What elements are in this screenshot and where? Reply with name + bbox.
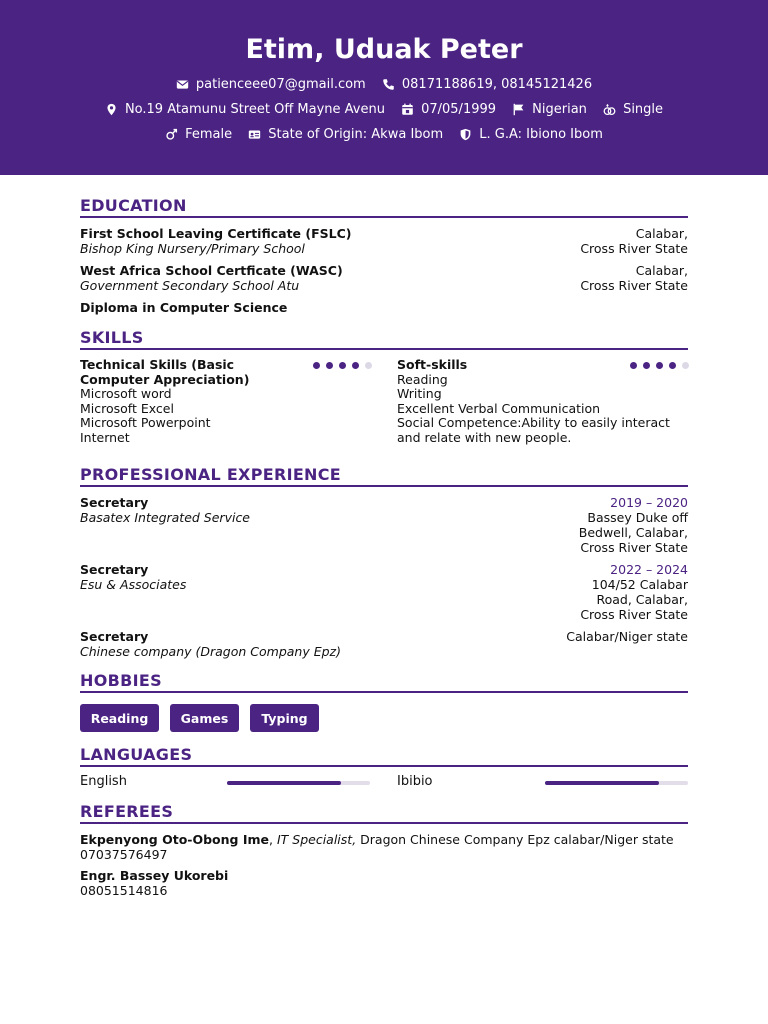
- job-meta: [580, 562, 688, 622]
- gender-item: [165, 127, 232, 142]
- skill-item: Excellent Verbal Communication: [397, 400, 601, 416]
- education-title: West Africa School Certficate (WASC): [80, 263, 343, 278]
- location-line: Bedwell, Calabar,: [578, 525, 688, 540]
- candidate-name: Etim, Uduak Peter: [245, 34, 523, 65]
- identity-row: [0, 127, 768, 145]
- location-line: Calabar,: [635, 263, 688, 278]
- education-school: Government Secondary School Atu: [80, 278, 300, 293]
- location-line: Cross River State: [580, 607, 688, 622]
- dob-text: 07/05/1999: [421, 102, 497, 117]
- location-line: Cross River State: [580, 278, 688, 293]
- referee-name: Engr. Bassey Ukorebi: [80, 868, 229, 883]
- nationality-text: Nigerian: [532, 102, 587, 117]
- flag-icon: [512, 103, 525, 116]
- referee-name: Ekpenyong Oto-Obong Ime: [80, 832, 270, 847]
- phone-icon: [382, 78, 395, 91]
- education-title: Diploma in Computer Science: [80, 300, 288, 315]
- skill-item: Social Competence:Ability to easily interact and relate with new people.: [397, 415, 670, 445]
- hobby-tag: Games: [170, 704, 239, 732]
- header-banner: [0, 0, 768, 175]
- referees-heading: REFEREES: [80, 802, 688, 824]
- referee-phone: 07037576497: [80, 847, 168, 862]
- job-title: Secretary: [80, 562, 149, 577]
- location-line: Bassey Duke off: [587, 510, 688, 525]
- job-meta: [579, 495, 688, 555]
- rating-dot: [643, 362, 650, 369]
- experience-heading: PROFESSIONAL EXPERIENCE: [80, 465, 688, 487]
- gender-text: Female: [185, 127, 233, 142]
- skill-rating: [630, 362, 689, 369]
- skill-item: Microsoft Excel: [80, 400, 174, 416]
- education-location: [580, 263, 688, 293]
- marital-item: [603, 102, 663, 117]
- calendar-icon: [401, 103, 414, 116]
- location-line: Calabar/Niger state: [566, 629, 688, 644]
- job-title: Secretary: [80, 629, 149, 644]
- details-row: [0, 102, 768, 120]
- experience-entry: [80, 562, 688, 622]
- skill-item: Microsoft word: [80, 386, 172, 401]
- company-name: Esu & Associates: [80, 577, 187, 592]
- skill-group-technical: [80, 358, 372, 445]
- hobbies-heading: HOBBIES: [80, 671, 688, 693]
- company-name: Chinese company (Dragon Company Epz): [80, 644, 341, 659]
- email-text: patienceee07@gmail.com: [195, 77, 366, 92]
- nationality-item: [512, 102, 587, 117]
- company-name: Basatex Integrated Service: [80, 510, 251, 525]
- language-level-fill: [227, 781, 341, 785]
- email-item[interactable]: [176, 77, 366, 92]
- rings-icon: [603, 103, 616, 116]
- location-line: Cross River State: [580, 241, 688, 256]
- education-location: [580, 226, 688, 256]
- hobby-tag: Typing: [250, 704, 319, 732]
- job-date: 2019 – 2020: [610, 495, 688, 510]
- experience-entry: [80, 629, 688, 659]
- skill-group-title: Technical Skills (Basic Computer Appreciation): [80, 357, 250, 387]
- shield-icon: [459, 128, 472, 141]
- education-entry: [80, 263, 688, 293]
- rating-dot: [313, 362, 320, 369]
- language-level-bar: [545, 781, 688, 785]
- location-line: 104/52 Calabar: [591, 577, 688, 592]
- education-heading: EDUCATION: [80, 196, 688, 218]
- experience-entry: [80, 495, 688, 555]
- rating-dot: [630, 362, 637, 369]
- job-meta: [566, 629, 688, 644]
- languages-heading: LANGUAGES: [80, 745, 688, 767]
- origin-text: State of Origin: Akwa Ibom: [268, 127, 444, 142]
- referee-phone: 08051514816: [80, 883, 168, 898]
- address-item: [105, 102, 385, 117]
- language-level-fill: [545, 781, 659, 785]
- location-line: Calabar,: [635, 226, 688, 241]
- id-card-icon: [248, 128, 261, 141]
- location-pin-icon: [105, 103, 118, 116]
- referee-org: Dragon Chinese Company Epz calabar/Niger state: [356, 832, 674, 847]
- skill-item: Writing: [397, 386, 442, 401]
- skill-item: Reading: [397, 371, 448, 387]
- lga-item: [459, 127, 603, 142]
- address-text: No.19 Atamunu Street Off Mayne Avenu: [124, 102, 385, 117]
- referee-role: IT Specialist,: [276, 832, 357, 847]
- rating-dot: [365, 362, 372, 369]
- skill-item: Microsoft Powerpoint: [80, 415, 211, 430]
- rating-dot: [656, 362, 663, 369]
- envelope-icon: [176, 78, 189, 91]
- origin-item: [248, 127, 443, 142]
- job-date: 2022 – 2024: [610, 562, 688, 577]
- rating-dot: [669, 362, 676, 369]
- location-line: Cross River State: [580, 540, 688, 555]
- marital-text: Single: [623, 102, 664, 117]
- gender-icon: [165, 128, 178, 141]
- skill-group-soft: [397, 358, 689, 445]
- rating-dot: [682, 362, 689, 369]
- rating-dot: [326, 362, 333, 369]
- phone-item[interactable]: [382, 77, 592, 92]
- language-level-bar: [227, 781, 370, 785]
- location-line: Road, Calabar,: [596, 592, 688, 607]
- hobby-tag: Reading: [80, 704, 159, 732]
- education-title: First School Leaving Certificate (FSLC): [80, 226, 352, 241]
- referee-entry: [80, 868, 688, 898]
- contact-row: [0, 77, 768, 95]
- skill-rating: [313, 362, 372, 369]
- skill-group-title: Soft-skills: [397, 357, 468, 372]
- skill-item: Internet: [80, 429, 130, 445]
- rating-dot: [339, 362, 346, 369]
- phone-text: 08171188619, 08145121426: [401, 77, 593, 92]
- education-school: Bishop King Nursery/Primary School: [80, 241, 305, 256]
- language-name: English: [80, 774, 127, 789]
- dob-item: [401, 102, 496, 117]
- referee-entry: Ekpenyong Oto-Obong Ime, IT Specialist, Dragon Chinese Company Epz calabar/Niger state 07037576497: [80, 832, 688, 862]
- lga-text: L. G.A: Ibiono Ibom: [479, 127, 603, 142]
- skills-heading: SKILLS: [80, 328, 688, 350]
- education-entry: [80, 226, 688, 256]
- rating-dot: [352, 362, 359, 369]
- job-title: Secretary: [80, 495, 149, 510]
- language-name: Ibibio: [397, 774, 433, 789]
- education-entry: [80, 300, 688, 315]
